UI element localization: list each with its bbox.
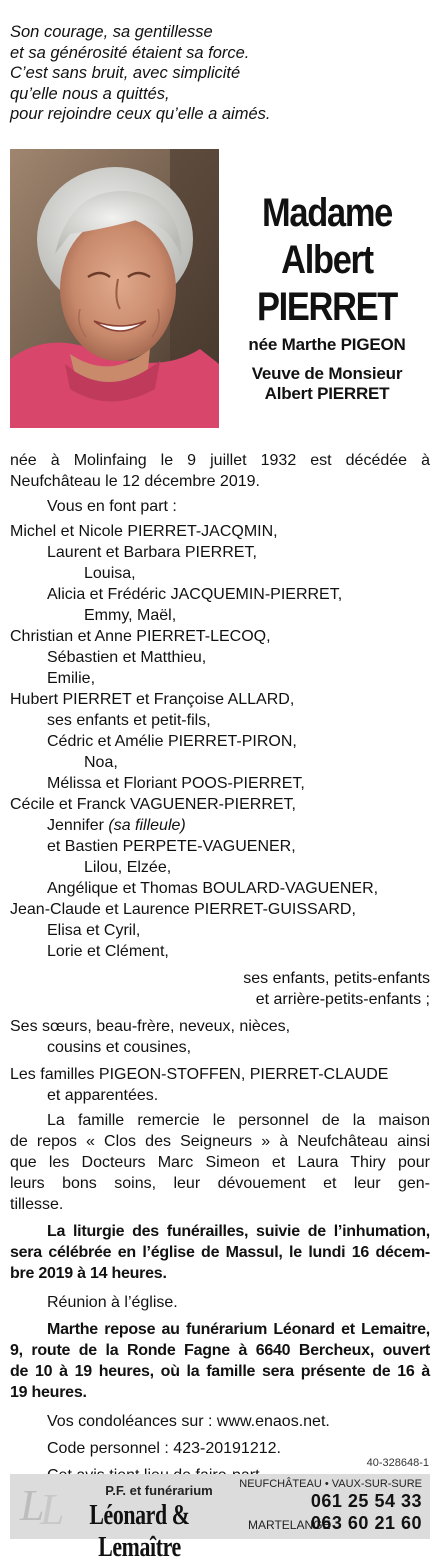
family-list (10, 521, 430, 962)
family-entry: Cécile et Franck VAGUENER-PIERRET, (10, 796, 296, 813)
rest-line: de 10 à 19 heures, où la famille sera présente de 16 à (10, 1363, 430, 1380)
families-line-2: et apparentées. (47, 1087, 159, 1104)
liturgy-line: bre 2019 à 14 heures. (10, 1265, 167, 1282)
birth-death-line-2: Neufchâteau le 12 décembre 2019. (10, 473, 260, 490)
poem-line: pour rejoindre ceux qu’elle a aimés. (10, 105, 271, 123)
family-entry-note: (sa filleule) (108, 817, 186, 834)
family-entry: Louisa, (84, 565, 136, 582)
thanks-line: La famille remercie le personnel de la maison (47, 1112, 430, 1129)
deceased-title: Madame (262, 191, 392, 235)
family-entry: Emmy, Maël, (84, 607, 177, 624)
poem-line: C’est sans bruit, avec simplicité (10, 64, 241, 82)
families-line-1: Les familles PIGEON-STOFFEN, PIERRET-CLAUDE (10, 1066, 389, 1083)
thanks-line: leurs bons soins, leur dévouement et leur gen- (10, 1175, 430, 1192)
family-entry: Lorie et Clément, (47, 943, 169, 960)
family-entry: Emilie, (47, 670, 96, 687)
svg-text:L: L (20, 1481, 45, 1530)
family-summary-2: et arrière-petits-enfants ; (255, 991, 430, 1008)
rest-line: 9, route de la Ronde Fagne à 6640 Bercheux, ouvert (10, 1342, 430, 1359)
liturgy-paragraph (10, 1221, 430, 1284)
announcement-body (10, 450, 430, 1486)
siblings-line-2: cousins et cousines, (47, 1039, 192, 1056)
portrait-image (10, 149, 219, 428)
poem-line: Son courage, sa gentillesse (10, 23, 213, 41)
meeting-line: Réunion à l’église. (47, 1294, 178, 1311)
thanks-line: de repos « Clos des Seigneurs » à Neufchâteau ainsi (10, 1133, 430, 1150)
reference-number: 40-328648-1 (366, 1457, 429, 1469)
portrait-photo (10, 149, 219, 428)
deceased-last-name: PIERRET (256, 285, 398, 329)
family-entry: Alicia et Frédéric JACQUEMIN-PIERRET, (47, 586, 343, 603)
siblings-line-1: Ses sœurs, beau-frère, neveux, nièces, (10, 1018, 291, 1035)
svg-text:L: L (40, 1485, 65, 1534)
funeral-home-brand: Léonard & Lemaître (89, 1500, 190, 1563)
family-entry-name: Jennifer (47, 817, 104, 834)
poem (10, 22, 430, 125)
family-entry: Michel et Nicole PIERRET-JACQMIN, (10, 523, 278, 540)
deceased-name-block (226, 190, 428, 404)
family-entry (10, 815, 430, 836)
phone-1: 061 25 54 33 (310, 1491, 422, 1511)
thanks-line: tillesse. (10, 1196, 64, 1213)
intro-line: Vous en font part : (47, 498, 177, 515)
maiden-name: née Marthe PIGEON (248, 335, 406, 354)
widow-line-1: Veuve de Monsieur (251, 364, 403, 383)
poem-line: qu’elle nous a quittés, (10, 84, 170, 103)
rest-line: Marthe repose au funérarium Léonard et Lemaitre, (47, 1321, 430, 1338)
condolences-line: Vos condoléances sur : www.enaos.net. (47, 1413, 330, 1430)
family-entry: Hubert PIERRET et Françoise ALLARD, (10, 691, 295, 708)
family-entry: Lilou, Elzée, (84, 859, 172, 876)
locations-line-1: NEUFCHÂTEAU • VAUX-SUR-SURE (239, 1478, 422, 1490)
deceased-first-name: Albert (281, 238, 373, 282)
family-entry: Cédric et Amélie PIERRET-PIRON, (47, 733, 297, 750)
thanks-paragraph (10, 1110, 430, 1215)
family-entry: ses enfants et petit-fils, (47, 712, 211, 729)
rest-paragraph (10, 1319, 430, 1403)
locations-line-2: MARTELANGE (248, 1518, 331, 1532)
family-entry: Christian et Anne PIERRET-LECOQ, (10, 628, 271, 645)
personal-code-line: Code personnel : 423-20191212. (47, 1440, 281, 1457)
family-entry: Jean-Claude et Laurence PIERRET-GUISSARD, (10, 901, 356, 918)
liturgy-line: La liturgie des funérailles, suivie de l’inhumation, (47, 1223, 430, 1240)
birth-death-line: née à Molinfaing le 9 juillet 1932 est décédée à (10, 452, 430, 469)
family-entry: Angélique et Thomas BOULARD-VAGUENER, (47, 880, 379, 897)
rest-line: 19 heures. (10, 1384, 87, 1401)
liturgy-line: sera célébrée en l’église de Massul, le lundi 16 décem- (10, 1244, 430, 1261)
phone-2: 063 60 21 60 (310, 1513, 422, 1533)
family-entry: et Bastien PERPETE-VAGUENER, (47, 838, 296, 855)
funeral-home-tagline: P.F. et funérarium (105, 1483, 213, 1498)
family-entry: Mélissa et Floriant POOS-PIERRET, (47, 775, 305, 792)
poem-line: et sa générosité étaient sa force. (10, 43, 250, 62)
family-entry: Noa, (84, 754, 118, 771)
family-entry: Elisa et Cyril, (47, 922, 141, 939)
widow-line-2: Albert PIERRET (264, 384, 390, 403)
funeral-home-banner (10, 1474, 430, 1563)
family-entry: Sébastien et Matthieu, (47, 649, 207, 666)
family-summary-1: ses enfants, petits-enfants (243, 970, 430, 987)
thanks-line: que les Docteurs Marc Simeon et Laura Thiry pour (10, 1154, 430, 1171)
family-entry: Laurent et Barbara PIERRET, (47, 544, 257, 561)
